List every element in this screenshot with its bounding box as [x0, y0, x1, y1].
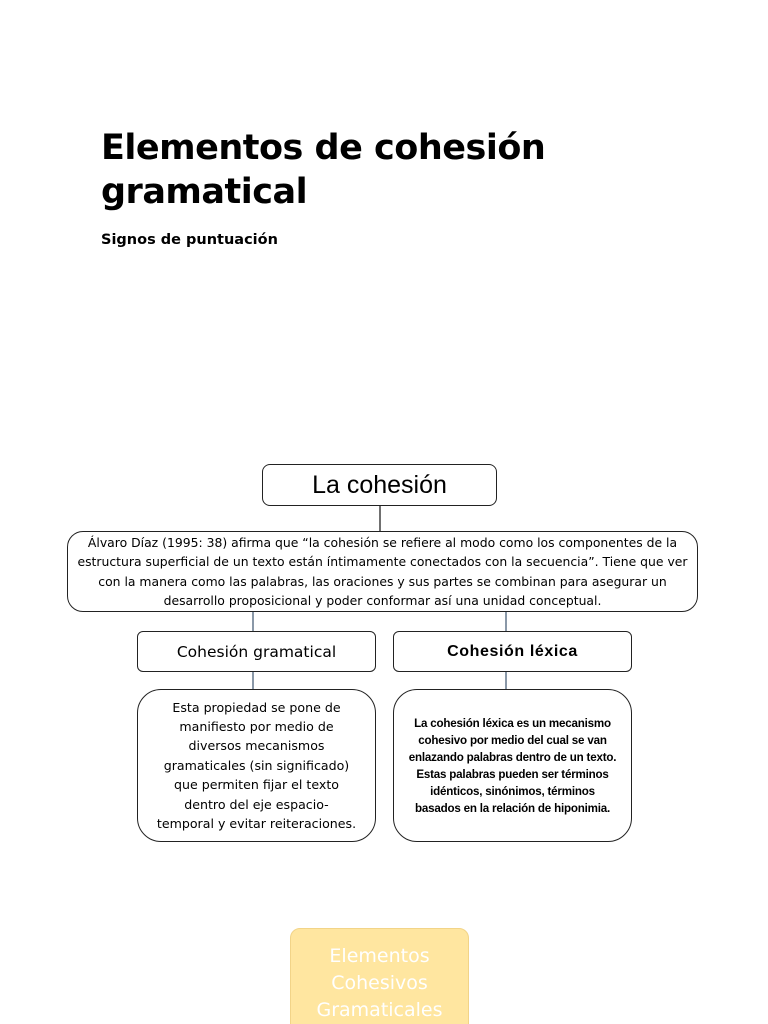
- description-node-lexica: [393, 689, 632, 842]
- next-slide-line-1: Elementos: [329, 945, 430, 967]
- next-slide-line-2: Cohesivos: [331, 972, 428, 994]
- next-slide-line-3: Gramaticales: [316, 999, 443, 1021]
- page-title: Elementos de cohesión gramatical: [101, 128, 546, 212]
- page-subtitle: Signos de puntuación: [101, 232, 278, 248]
- next-slide-card[interactable]: [290, 928, 469, 1024]
- branch-node-cohesion-lexica: [393, 631, 632, 672]
- description-text-lexica: La cohesión léxica es un mecanismo cohesivo por medio del cual se van enlazando palabras dentro de un texto. Estas palabras pueden ser términos idénticos, sinónimos, términos basados en la relación de hiponimia.: [408, 716, 617, 815]
- description-text-gramatical: Esta propiedad se pone de manifiesto por medio de diversos mecanismos gramaticales (sin significado) que permiten fijar el texto dentro del eje espacio-temporal y evitar reiteraciones.: [156, 699, 357, 832]
- branch-node-cohesion-gramatical: [137, 631, 376, 672]
- branch-label-lexica: Cohesión léxica: [447, 642, 578, 660]
- root-node-label: La cohesión: [312, 470, 447, 499]
- description-node-gramatical: [137, 689, 376, 842]
- branch-label-gramatical: Cohesión gramatical: [176, 642, 337, 661]
- definition-node: [67, 531, 698, 612]
- root-node-la-cohesion: [262, 464, 497, 506]
- definition-text: Álvaro Díaz (1995: 38) afirma que “la cohesión se refiere al modo como los componentes de la estructura superficial de un texto están íntimamente conectados con la secuencia”. Tiene que ver con la manera como las palabras, las oraciones y sus partes se combinan para asegurar un desarrollo proposicional y poder conformar así una unidad conceptual.: [77, 534, 688, 608]
